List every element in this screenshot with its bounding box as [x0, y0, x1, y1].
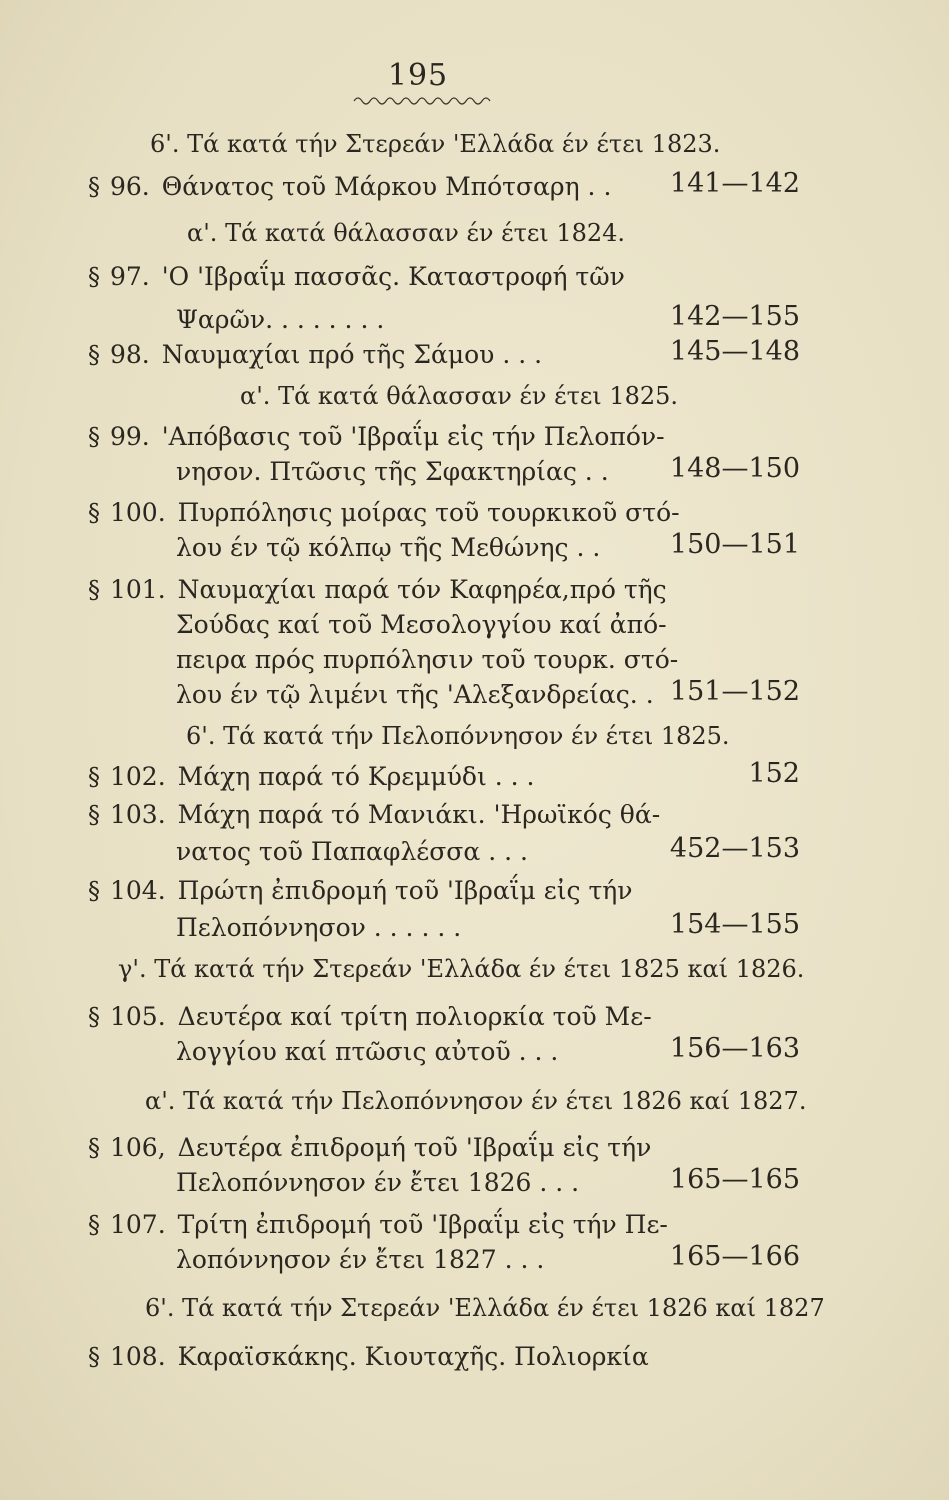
entry-title: Μάχη παρά τό Μανιάκι. 'Ηρωϊκός θά- — [177, 800, 661, 829]
entry-number: 103. — [110, 800, 166, 829]
entry-title: Πυρπόλησις μοίρας τοῦ τουρκικοῦ στό- — [177, 498, 680, 527]
section-sign: § — [88, 1134, 100, 1162]
section-heading — [118, 955, 804, 983]
page-range: 142—155 — [669, 301, 800, 332]
section-heading — [150, 130, 720, 158]
section-heading — [145, 1294, 825, 1322]
entry-title: λοπόννησον έν ἔτει 1827 . . . — [176, 1245, 545, 1274]
section-heading — [145, 1087, 806, 1115]
toc-line — [88, 1342, 649, 1371]
heading-text: γ'. Τά κατά τήν Στερεάν 'Ελλάδα έν έτει 1825 καί 1826. — [118, 955, 805, 983]
page-range: 151—152 — [669, 676, 800, 707]
toc-line — [88, 575, 667, 604]
entry-title: Πρώτη ἐπιδρομή τοῦ 'Ιβραΐμ εἰς τήν — [177, 876, 633, 905]
toc-line — [176, 305, 384, 334]
toc-line — [88, 800, 660, 829]
toc-line — [88, 876, 632, 905]
page-range: 148—150 — [669, 453, 800, 484]
section-heading — [187, 219, 625, 247]
section-sign: § — [88, 801, 100, 829]
section-sign: § — [88, 499, 100, 527]
heading-text: 6'. Τά κατά τήν Στερεάν 'Ελλάδα έν έτει 1826 καί 1827 — [145, 1294, 825, 1322]
page-range: 150—151 — [669, 529, 800, 560]
entry-title: λογγίου καί πτῶσις αὐτοῦ . . . — [176, 1037, 559, 1066]
toc-line — [88, 340, 542, 369]
toc-line — [88, 762, 534, 791]
entry-title: πειρα πρός πυρπόλησιν τοῦ τουρκ. στό- — [176, 645, 679, 674]
entry-title: Ψαρῶν. . . . . . . . — [176, 305, 385, 334]
heading-text: α'. Τά κατά θάλασσαν έν έτει 1825. — [240, 382, 679, 410]
entry-title: νατος τοῦ Παπαφλέσσα . . . — [176, 837, 528, 866]
page-range: 165—166 — [669, 1241, 800, 1272]
heading-text: 6'. Τά κατά τήν Στερεάν 'Ελλάδα έν έτει 1823. — [150, 130, 721, 158]
entry-title: Μάχη παρά τό Κρεμμύδι . . . — [177, 762, 535, 791]
entry-title: Ναυμαχίαι πρό τῆς Σάμου . . . — [161, 340, 543, 369]
entry-title: 'Ο 'Ιβραΐμ πασσᾶς. Καταστροφή τῶν — [161, 262, 625, 291]
entry-title: νησον. Πτῶσις τῆς Σφακτηρίας . . — [176, 457, 609, 486]
page-range: 154—155 — [669, 909, 800, 940]
heading-text: 6'. Τά κατά τήν Πελοπόννησον έν έτει 1825. — [186, 722, 730, 750]
section-sign: § — [88, 877, 100, 905]
section-sign: § — [88, 263, 100, 291]
entry-title: λου έν τῷ κόλπῳ τῆς Μεθώνης . . — [176, 533, 601, 562]
page-range: 145—148 — [669, 336, 800, 367]
entry-number: 105. — [110, 1002, 166, 1031]
section-heading — [240, 382, 678, 410]
entry-number: 100. — [110, 498, 166, 527]
entry-number: 101. — [110, 575, 166, 604]
section-sign: § — [88, 1003, 100, 1031]
wavy-rule-ornament — [352, 94, 492, 108]
page-range: 152 — [748, 758, 800, 789]
page-range: 156—163 — [669, 1033, 800, 1064]
toc-line — [88, 498, 680, 527]
section-sign: § — [88, 173, 100, 201]
entry-title: Ναυμαχίαι παρά τόν Καφηρέα,πρό τῆς — [177, 575, 667, 604]
toc-line — [88, 1210, 668, 1239]
entry-title: Θάνατος τοῦ Μάρκου Μπότσαρη . . — [161, 172, 612, 201]
toc-line — [176, 1037, 558, 1066]
entry-number: 106, — [110, 1133, 166, 1162]
toc-line — [176, 837, 528, 866]
toc-line — [176, 1245, 544, 1274]
toc-line — [176, 913, 461, 942]
entry-number: 99. — [110, 422, 150, 451]
toc-line — [88, 262, 625, 291]
page-range: 165—165 — [669, 1164, 800, 1195]
entry-title: Πελοπόννησον έν ἔτει 1826 . . . — [176, 1168, 580, 1197]
entry-title: Δευτέρα καί τρίτη πολιορκία τοῦ Με- — [177, 1002, 652, 1031]
section-sign: § — [88, 341, 100, 369]
entry-number: 98. — [110, 340, 150, 369]
toc-line — [176, 1168, 579, 1197]
toc-line — [176, 610, 667, 639]
entry-number: 108. — [110, 1342, 166, 1371]
toc-line — [88, 422, 665, 451]
section-heading — [186, 722, 730, 750]
toc-line — [176, 533, 600, 562]
page-range: 141—142 — [669, 168, 800, 199]
toc-line — [88, 1133, 651, 1162]
toc-line — [88, 1002, 652, 1031]
entry-title: λου έν τῷ λιμένι τῆς 'Αλεξανδρείας. . — [176, 680, 654, 709]
entry-title: Καραϊσκάκης. Κιουταχῆς. Πολιορκία — [177, 1342, 649, 1371]
toc-line — [176, 680, 654, 709]
entry-title: Δευτέρα ἐπιδρομή τοῦ 'Ιβραΐμ εἰς τήν — [177, 1133, 652, 1162]
entry-title: 'Απόβασις τοῦ 'Ιβραΐμ εἰς τήν Πελοπόν- — [161, 422, 665, 451]
toc-line — [176, 645, 678, 674]
heading-text: α'. Τά κατά τήν Πελοπόννησον έν έτει 1826 καί 1827. — [145, 1087, 807, 1115]
section-sign: § — [88, 763, 100, 791]
section-sign: § — [88, 1211, 100, 1239]
page-number: 195 — [387, 58, 449, 93]
entry-title: Πελοπόννησον . . . . . . — [176, 913, 462, 942]
section-sign: § — [88, 576, 100, 604]
entry-number: 102. — [110, 762, 166, 791]
section-sign: § — [88, 1343, 100, 1371]
section-sign: § — [88, 423, 100, 451]
entry-number: 97. — [110, 262, 150, 291]
page-range: 452—153 — [669, 833, 800, 864]
toc-line — [88, 172, 611, 201]
toc-line — [176, 457, 609, 486]
entry-number: 107. — [110, 1210, 166, 1239]
heading-text: α'. Τά κατά θάλασσαν έν έτει 1824. — [187, 219, 626, 247]
entry-number: 104. — [110, 876, 166, 905]
entry-title: Σούδας καί τοῦ Μεσολογγίου καί ἀπό- — [176, 610, 667, 639]
entry-number: 96. — [110, 172, 150, 201]
entry-title: Τρίτη ἐπιδρομή τοῦ 'Ιβραΐμ εἰς τήν Πε- — [177, 1210, 668, 1239]
